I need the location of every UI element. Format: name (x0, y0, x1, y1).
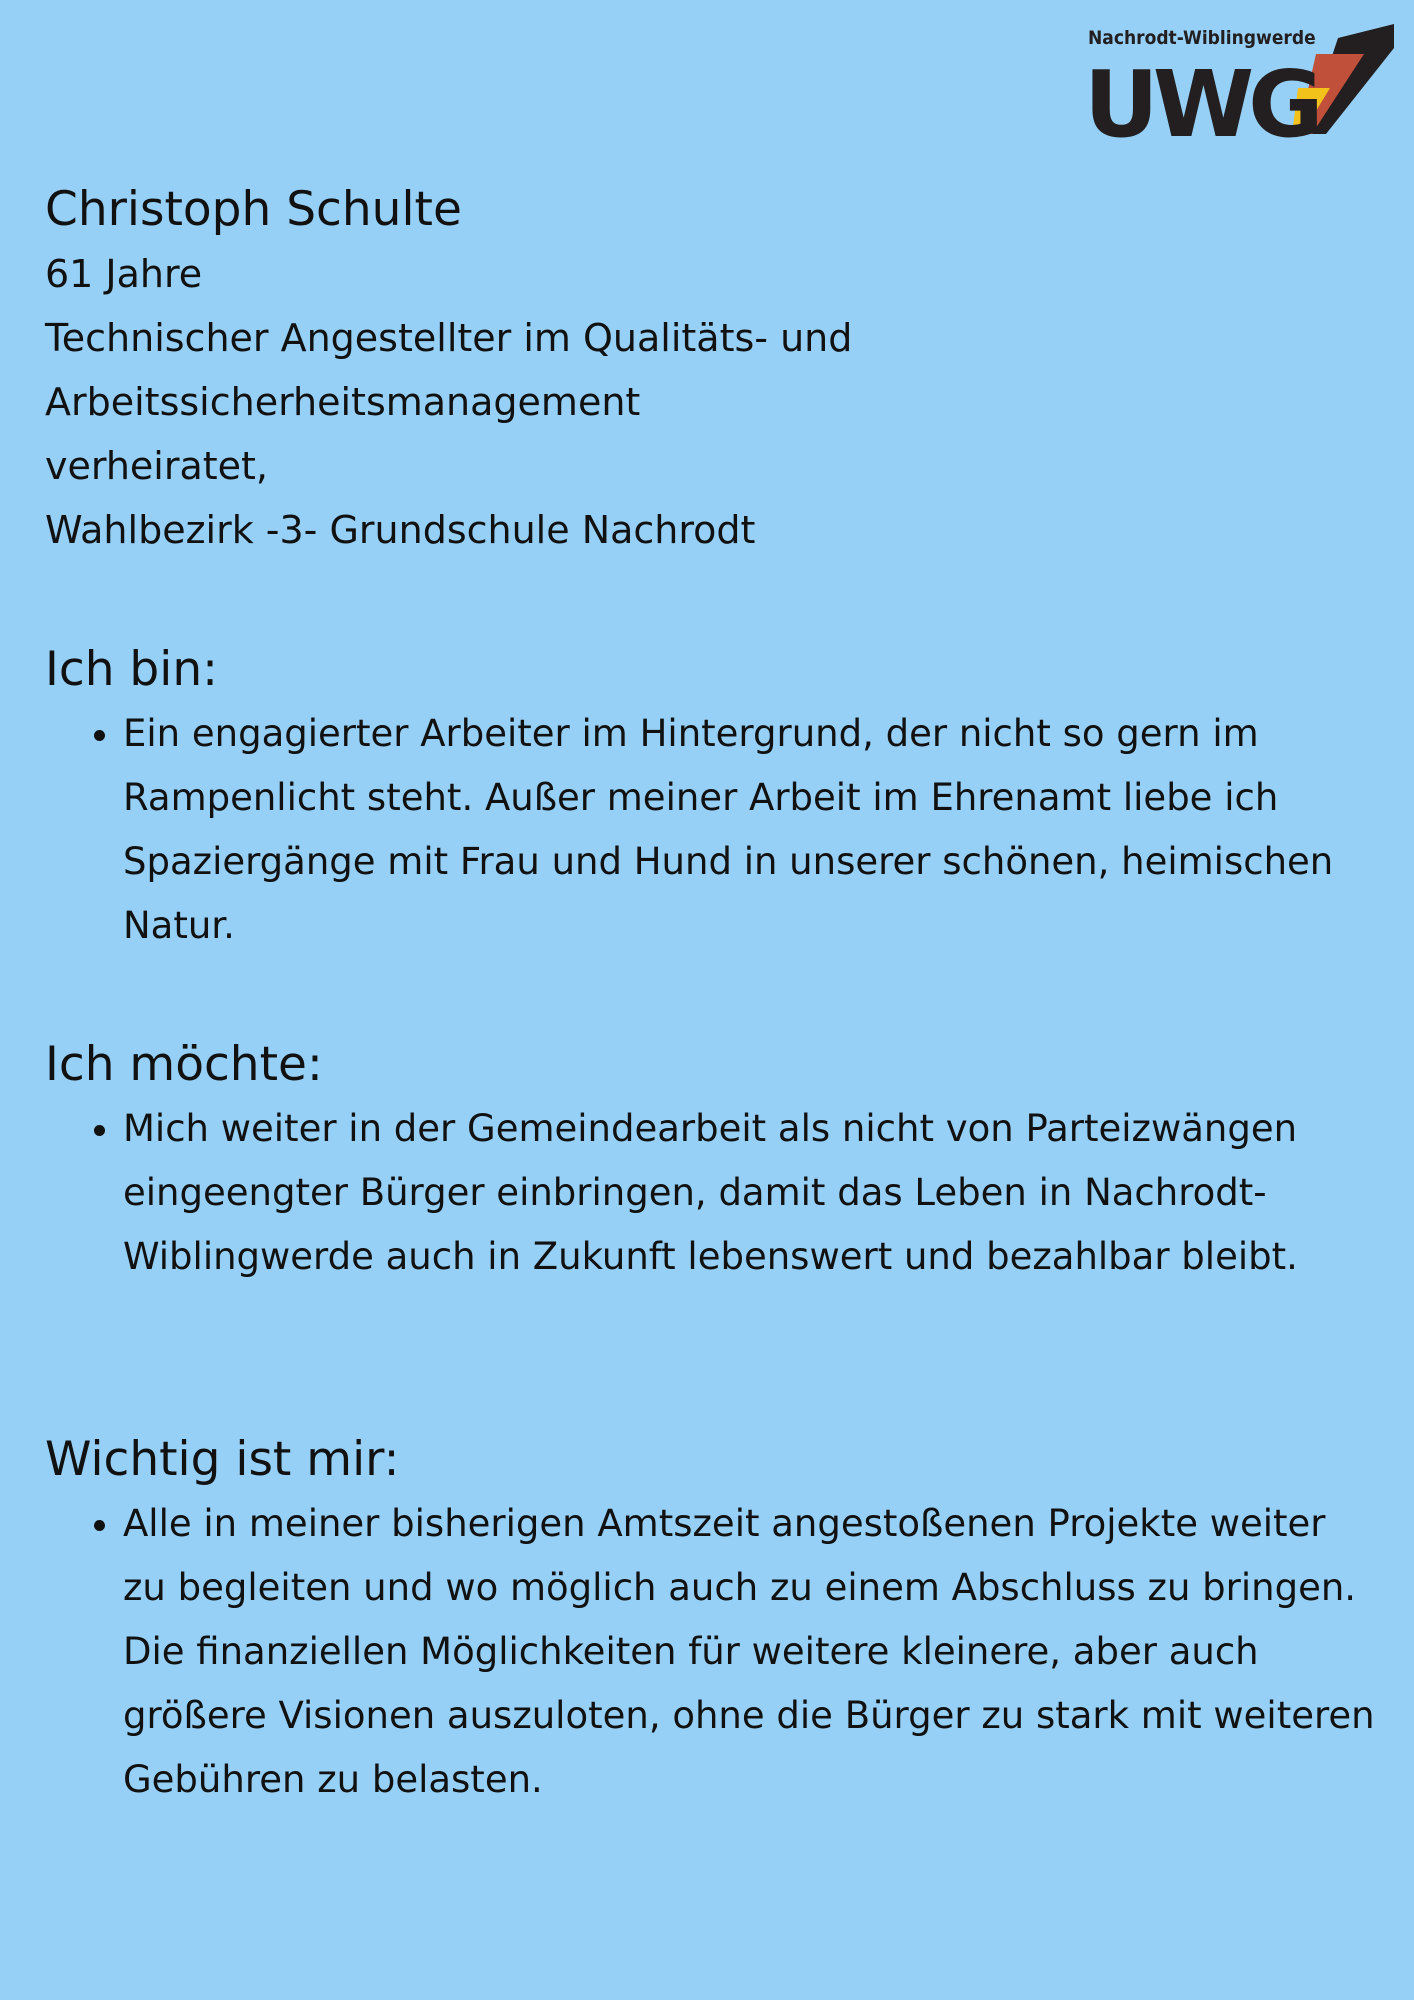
candidate-name: Christoph Schulte (45, 182, 462, 237)
candidate-district: Wahlbezirk -3- Grundschule Nachrodt (45, 508, 756, 552)
section-heading: Wichtig ist mir: (45, 1432, 400, 1487)
candidate-job-line2: Arbeitssicherheitsmanagement (45, 380, 641, 424)
logo-letters: UWG (1084, 51, 1318, 146)
list-item: • Alle in meiner bisherigen Amtszeit angestoßenen Projekte weiter zu begleiten und wo möglich auch zu einem Abschluss zu bringen. Die finanziellen Möglichkeiten für weitere kleinere, aber auch größere Visionen auszuloten, ohne die Bürger zu stark mit weiteren Gebühren zu belasten. (123, 1492, 1375, 1812)
logo-caption: Nachrodt-Wiblingwerde (1088, 27, 1316, 49)
candidate-job-line1: Technischer Angestellter im Qualitäts- und (45, 316, 853, 360)
section-ich-moechte (45, 1033, 1375, 1289)
uwg-logo (1080, 22, 1400, 146)
candidate-marital-status: verheiratet, (45, 444, 269, 488)
bullet-list (45, 702, 1375, 958)
list-item: • Ein engagierter Arbeiter im Hintergrund, der nicht so gern im Rampenlicht steht. Außer meiner Arbeit im Ehrenamt liebe ich Spaziergänge mit Frau und Hund in unserer schönen, heimischen Natur. (123, 702, 1375, 958)
candidate-age: 61 Jahre (45, 252, 203, 296)
profile-block (45, 178, 1365, 562)
section-wichtig-ist-mir (45, 1428, 1375, 1812)
section-heading: Ich möchte: (45, 1037, 323, 1092)
bullet-list (45, 1492, 1375, 1812)
section-heading: Ich bin: (45, 642, 218, 697)
section-ich-bin (45, 638, 1375, 958)
list-item: • Mich weiter in der Gemeindearbeit als nicht von Parteizwängen eingeengter Bürger einbringen, damit das Leben in Nachrodt-Wiblingwerde auch in Zukunft lebenswert und bezahlbar bleibt. (123, 1097, 1375, 1289)
bullet-list (45, 1097, 1375, 1289)
